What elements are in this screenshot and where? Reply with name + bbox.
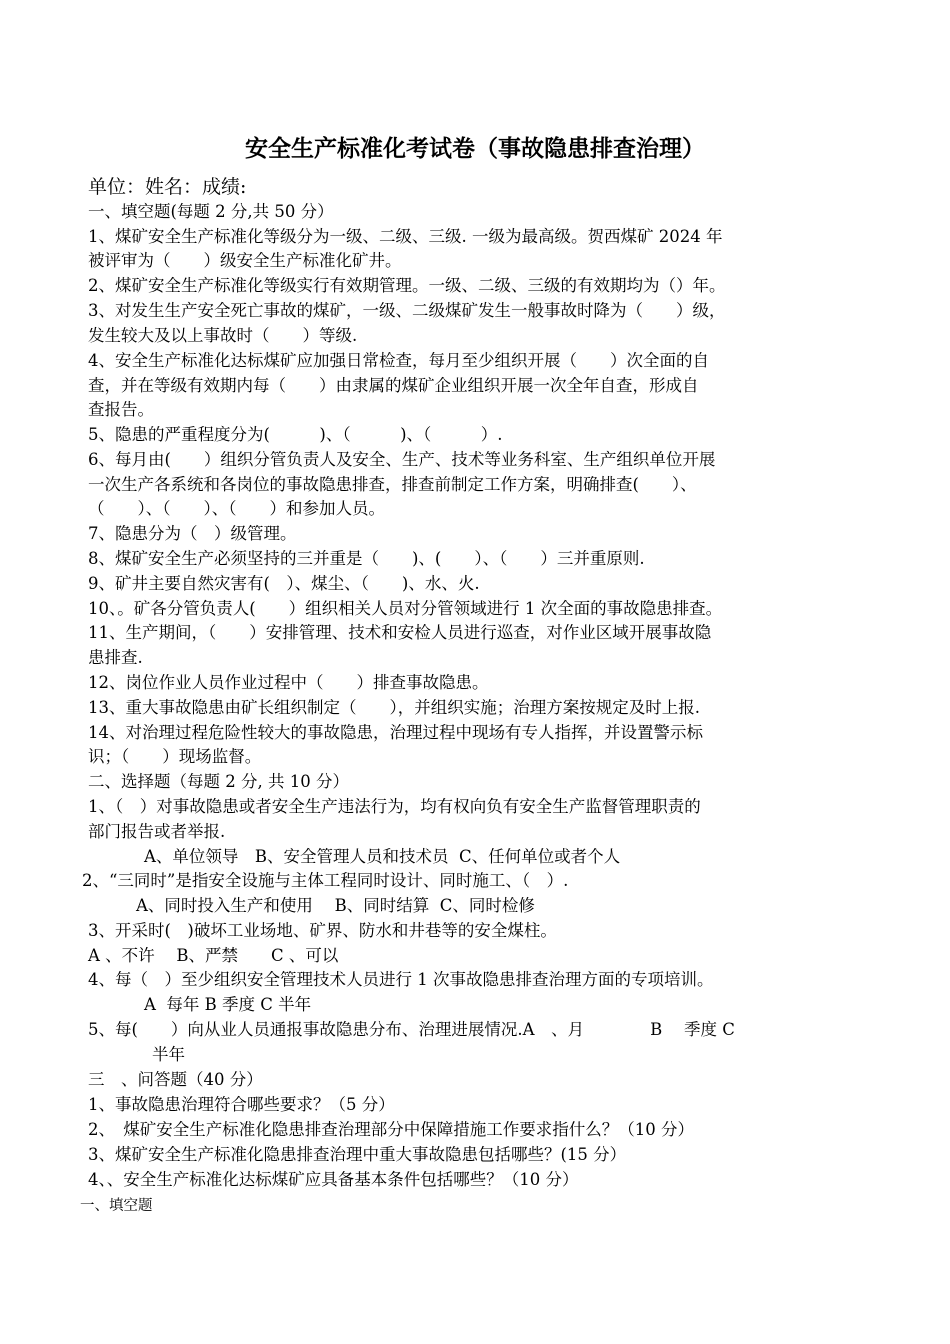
question-line: 11、生产期间，（ ）安排管理、技术和安检人员进行巡查，对作业区域开展事故隐 (88, 623, 712, 642)
question-line: 查报告。 (88, 400, 154, 419)
question-line: 3、煤矿安全生产标准化隐患排查治理中重大事故隐患包括哪些？(15 分） (88, 1145, 627, 1164)
info-line: 单位：姓名：成绩: (88, 176, 247, 198)
option-line: A、单位领导 B、安全管理人员和技术员 C、任何单位或者个人 (144, 847, 621, 866)
option-line: 半年 (152, 1045, 185, 1064)
question-line: 5、隐患的严重程度分为( )、（ )、（ ）. (88, 425, 503, 444)
question-line: 3、开采时( )破坏工业场地、矿界、防水和井巷等的安全煤柱。 (88, 921, 557, 940)
question-line: 被评审为（ ）级安全生产标准化矿井。 (88, 251, 402, 270)
question-line: 识；（ ）现场监督。 (88, 747, 262, 766)
question-line: 14、对治理过程危险性较大的事故隐患，治理过程中现场有专人指挥，并设置警示标 (88, 723, 703, 742)
question-line: 9、矿井主要自然灾害有( ）、煤尘、（ )、水、火. (88, 574, 480, 593)
question-line: 2、“三同时”是指安全设施与主体工程同时设计、同时施工、（ ）. (82, 871, 569, 890)
section-heading: 三 、问答题（40 分） (88, 1070, 263, 1089)
question-line: 4、安全生产标准化达标煤矿应加强日常检查，每月至少组织开展（ ）次全面的自 (88, 351, 709, 370)
question-line: 2、 煤矿安全生产标准化隐患排查治理部分中保障措施工作要求指什么？（10 分） (88, 1120, 694, 1139)
question-line: 10、。矿各分管负责人( ）组织相关人员对分管领域进行 1 次全面的事故隐患排查。 (88, 599, 723, 618)
question-line: 2、煤矿安全生产标准化等级实行有效期管理。一级、二级、三级的有效期均为（）年。 (88, 276, 726, 295)
question-line: 8、煤矿安全生产必须坚持的三并重是（ )、( ）、（ ）三并重原则. (88, 549, 645, 568)
question-line: 部门报告或者举报. (88, 822, 226, 841)
page-title: 安全生产标准化考试卷（事故隐患排查治理） (245, 135, 705, 162)
question-line: 6、每月由( ）组织分管负责人及安全、生产、技术等业务科室、生产组织单位开展 (88, 450, 716, 469)
question-line: 7、隐患分为（ ）级管理。 (88, 524, 297, 543)
section-heading: 二、选择题（每题 2 分, 共 10 分） (88, 772, 349, 791)
question-line: 4、每（ ）至少组织安全管理技术人员进行 1 次事故隐患排查治理方面的专项培训。 (88, 970, 714, 989)
question-line: 1、（ ）对事故隐患或者安全生产违法行为，均有权向负有安全生产监督管理职责的 (88, 797, 701, 816)
question-line: 3、对发生生产安全死亡事故的煤矿，一级、二级煤矿发生一般事故时降为（ ）级， (88, 301, 726, 320)
option-line: A、同时投入生产和使用 B、同时结算 C、同时检修 (136, 896, 535, 915)
question-line: 患排查. (88, 648, 143, 667)
question-line: 一次生产各系统和各岗位的事故隐患排查，排查前制定工作方案，明确排查( ）、 (88, 475, 697, 494)
question-line: 4、、安全生产标准化达标煤矿应具备基本条件包括哪些？（10 分） (88, 1170, 579, 1189)
option-line: A 每年 B 季度 C 半年 (144, 995, 312, 1014)
option-line: A 、不许 B、严禁 C 、可以 (88, 946, 339, 965)
question-line: （ ）、（ ）、（ ）和参加人员。 (88, 499, 385, 518)
question-line: 查，并在等级有效期内每（ ）由隶属的煤矿企业组织开展一次全年自查，形成自 (88, 376, 699, 395)
section-heading: 一、填空题(每题 2 分,共 50 分） (88, 202, 334, 221)
question-line: 发生较大及以上事故时（ ）等级. (88, 326, 358, 345)
question-line: 1、事故隐患治理符合哪些要求？（5 分） (88, 1095, 395, 1114)
question-line: 1、煤矿安全生产标准化等级分为一级、二级、三级. 一级为最高级。贺西煤矿 2024 年 (88, 227, 723, 246)
question-line: 13、重大事故隐患由矿长组织制定（ ），并组织实施；治理方案按规定及时上报. (88, 698, 700, 717)
question-line: 12、岗位作业人员作业过程中（ ）排查事故隐患。 (88, 673, 489, 692)
question-line: 5、每( ）向从业人员通报事故隐患分布、治理进展情况.A 、月 B 季度 C (88, 1020, 735, 1039)
answer-section-heading: 一、填空题 (80, 1198, 153, 1214)
